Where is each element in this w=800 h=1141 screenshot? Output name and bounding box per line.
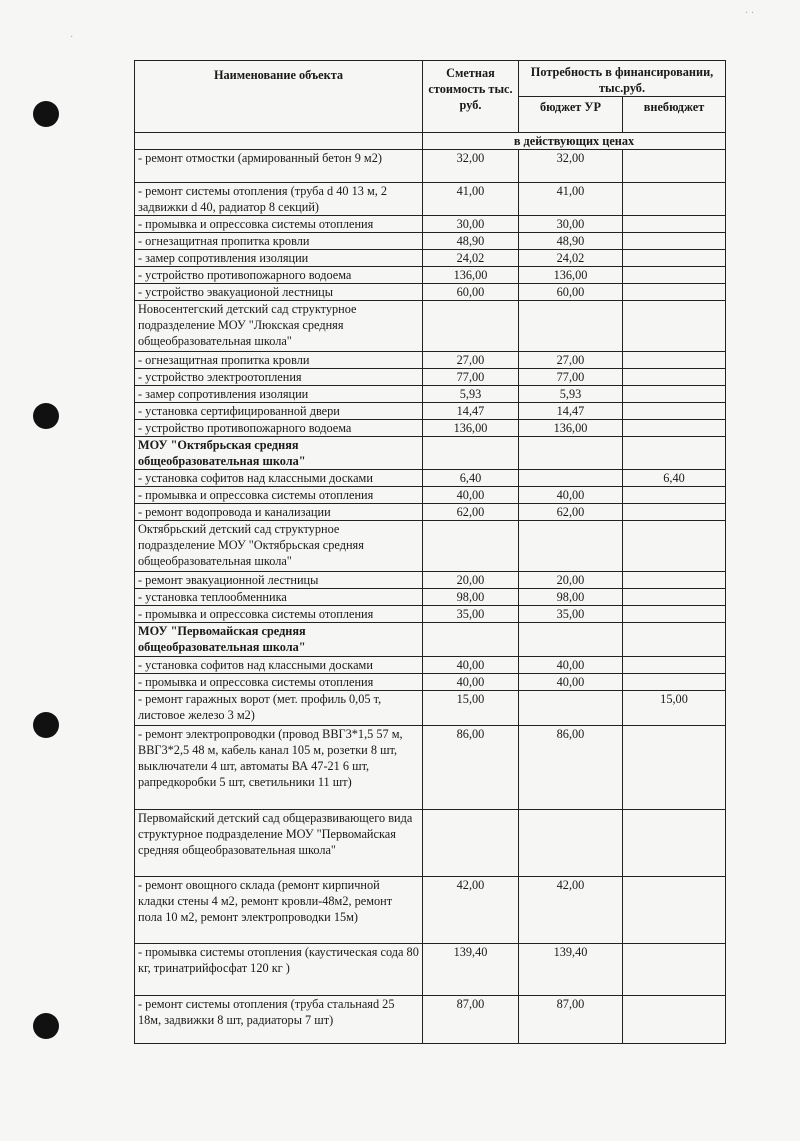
row-cost-cell: 87,00 <box>423 996 519 1044</box>
row-budget-cell: 62,00 <box>519 504 623 521</box>
row-cost-cell: 14,47 <box>423 403 519 420</box>
header-funding-need: Потребность в финансировании, тыс.руб. <box>519 61 726 97</box>
row-name-cell: - установка сертифицированной двери <box>135 403 423 420</box>
header-object-name: Наименование объекта <box>135 61 423 133</box>
row-name-cell: - устройство электроотопления <box>135 369 423 386</box>
row-cost-cell: 41,00 <box>423 183 519 216</box>
row-name-cell: - огнезащитная пропитка кровли <box>135 352 423 369</box>
row-name-cell: - промывка системы отопления (каустическая сода 80 кг, тринатрийфосфат 120 кг ) <box>135 944 423 996</box>
row-offbudget-cell <box>623 301 726 352</box>
row-budget-cell: 98,00 <box>519 589 623 606</box>
row-cost-cell: 5,93 <box>423 386 519 403</box>
row-offbudget-cell: 6,40 <box>623 470 726 487</box>
row-cost-cell: 98,00 <box>423 589 519 606</box>
row-cost-cell <box>423 437 519 470</box>
row-budget-cell <box>519 623 623 657</box>
row-offbudget-cell <box>623 810 726 877</box>
row-offbudget-cell <box>623 233 726 250</box>
row-offbudget-cell <box>623 521 726 572</box>
row-offbudget-cell <box>623 150 726 183</box>
row-budget-cell: 40,00 <box>519 674 623 691</box>
row-name-cell: - замер сопротивления изоляции <box>135 386 423 403</box>
row-name-cell: - установка софитов над классными досками <box>135 470 423 487</box>
row-budget-cell: 41,00 <box>519 183 623 216</box>
table-row <box>135 267 726 284</box>
row-budget-cell: 5,93 <box>519 386 623 403</box>
row-budget-cell <box>519 437 623 470</box>
punch-hole <box>33 712 59 738</box>
table-row <box>135 284 726 301</box>
table-row <box>135 301 726 352</box>
punch-hole <box>33 1013 59 1039</box>
row-offbudget-cell <box>623 216 726 233</box>
row-budget-cell: 35,00 <box>519 606 623 623</box>
table-row <box>135 657 726 674</box>
row-budget-cell: 24,02 <box>519 250 623 267</box>
row-cost-cell: 136,00 <box>423 267 519 284</box>
budget-table <box>134 60 726 1044</box>
row-budget-cell: 136,00 <box>519 267 623 284</box>
row-offbudget-cell <box>623 657 726 674</box>
row-offbudget-cell <box>623 504 726 521</box>
row-name-cell: - промывка и опрессовка системы отопления <box>135 487 423 504</box>
table-row <box>135 877 726 944</box>
table-body <box>135 150 726 1044</box>
table-row <box>135 183 726 216</box>
row-name-cell: - ремонт системы отопления (труба стальнаяd 25 18м, задвижки 8 шт, радиаторы 7 шт) <box>135 996 423 1044</box>
row-cost-cell: 42,00 <box>423 877 519 944</box>
row-budget-cell <box>519 810 623 877</box>
table-row <box>135 470 726 487</box>
scan-mark: · <box>70 32 74 43</box>
row-cost-cell <box>423 521 519 572</box>
row-offbudget-cell <box>623 420 726 437</box>
table-row <box>135 810 726 877</box>
row-offbudget-cell <box>623 674 726 691</box>
row-offbudget-cell <box>623 623 726 657</box>
row-cost-cell: 40,00 <box>423 657 519 674</box>
row-name-cell: - ремонт гаражных ворот (мет. профиль 0,05 т, листовое железо 3 м2) <box>135 691 423 726</box>
table-row <box>135 386 726 403</box>
row-cost-cell: 139,40 <box>423 944 519 996</box>
row-name-cell: - устройство противопожарного водоема <box>135 420 423 437</box>
row-cost-cell: 77,00 <box>423 369 519 386</box>
row-name-cell: МОУ "Октябрьская средняя общеобразовательная школа" <box>135 437 423 470</box>
row-offbudget-cell <box>623 572 726 589</box>
row-offbudget-cell <box>623 352 726 369</box>
row-budget-cell: 32,00 <box>519 150 623 183</box>
table-row <box>135 521 726 572</box>
row-cost-cell: 6,40 <box>423 470 519 487</box>
table-row <box>135 589 726 606</box>
row-name-cell: Октябрьский детский сад структурное подразделение МОУ "Октябрьская средняя общеобразовательная школа" <box>135 521 423 572</box>
row-offbudget-cell <box>623 996 726 1044</box>
row-offbudget-cell <box>623 726 726 810</box>
row-cost-cell <box>423 623 519 657</box>
row-budget-cell: 48,90 <box>519 233 623 250</box>
row-budget-cell: 77,00 <box>519 369 623 386</box>
table-row <box>135 691 726 726</box>
row-offbudget-cell <box>623 183 726 216</box>
table-row <box>135 233 726 250</box>
table-row <box>135 403 726 420</box>
row-cost-cell: 40,00 <box>423 487 519 504</box>
row-name-cell: - промывка и опрессовка системы отопления <box>135 674 423 691</box>
row-name-cell: - установка теплообменника <box>135 589 423 606</box>
header-budget-ur: бюджет УР <box>519 97 623 133</box>
table-row <box>135 352 726 369</box>
header-blank <box>135 133 423 150</box>
row-name-cell: - ремонт овощного склада (ремонт кирпичной кладки стены 4 м2, ремонт кровли-48м2, ремонт пола 10 м2, ремонт электропроводки 15м) <box>135 877 423 944</box>
punch-hole <box>33 101 59 127</box>
row-offbudget-cell: 15,00 <box>623 691 726 726</box>
row-name-cell: Первомайский детский сад общеразвивающего вида структурное подразделение МОУ "Первомайская средняя общеобразовательная школа" <box>135 810 423 877</box>
table-row <box>135 606 726 623</box>
row-cost-cell: 40,00 <box>423 674 519 691</box>
row-offbudget-cell <box>623 589 726 606</box>
row-cost-cell: 15,00 <box>423 691 519 726</box>
row-name-cell: - ремонт системы отопления (труба d 40 13 м, 2 задвижки d 40, радиатор 8 секций) <box>135 183 423 216</box>
table-header <box>135 61 726 150</box>
row-budget-cell <box>519 470 623 487</box>
row-name-cell: - установка софитов над классными досками <box>135 657 423 674</box>
row-name-cell: - устройство противопожарного водоема <box>135 267 423 284</box>
row-name-cell: - ремонт электропроводки (провод ВВГ3*1,5 57 м, ВВГ3*2,5 48 м, кабель канал 105 м, розетки 8 шт, выключатели 4 шт, автоматы ВА 47-21 6 шт, рапредкоробки 5 шт, светильники 11 шт) <box>135 726 423 810</box>
row-budget-cell: 20,00 <box>519 572 623 589</box>
row-cost-cell: 27,00 <box>423 352 519 369</box>
row-cost-cell: 20,00 <box>423 572 519 589</box>
row-budget-cell: 14,47 <box>519 403 623 420</box>
row-name-cell: - промывка и опрессовка системы отопления <box>135 606 423 623</box>
row-offbudget-cell <box>623 369 726 386</box>
table-row <box>135 216 726 233</box>
row-budget-cell: 42,00 <box>519 877 623 944</box>
row-budget-cell: 27,00 <box>519 352 623 369</box>
row-offbudget-cell <box>623 487 726 504</box>
row-name-cell: - огнезащитная пропитка кровли <box>135 233 423 250</box>
scan-mark: · · <box>745 8 755 19</box>
table-row <box>135 623 726 657</box>
row-offbudget-cell <box>623 250 726 267</box>
row-budget-cell: 40,00 <box>519 487 623 504</box>
row-budget-cell <box>519 691 623 726</box>
row-name-cell: - ремонт отмостки (армированный бетон 9 м2) <box>135 150 423 183</box>
table-row <box>135 420 726 437</box>
row-cost-cell: 35,00 <box>423 606 519 623</box>
row-name-cell: Новосентегский детский сад структурное подразделение МОУ "Люкская средняя общеобразовательная школа" <box>135 301 423 352</box>
row-budget-cell: 136,00 <box>519 420 623 437</box>
table-row <box>135 504 726 521</box>
table-row <box>135 572 726 589</box>
row-offbudget-cell <box>623 877 726 944</box>
header-estimated-cost: Сметная стоимость тыс. руб. <box>423 61 519 133</box>
row-name-cell: - ремонт эвакуационной лестницы <box>135 572 423 589</box>
table-row <box>135 437 726 470</box>
punch-hole <box>33 403 59 429</box>
table-row <box>135 944 726 996</box>
row-name-cell: - замер сопротивления изоляции <box>135 250 423 267</box>
row-name-cell: - промывка и опрессовка системы отопления <box>135 216 423 233</box>
row-budget-cell: 40,00 <box>519 657 623 674</box>
row-offbudget-cell <box>623 386 726 403</box>
header-prices-note: в действующих ценах <box>423 133 726 150</box>
row-name-cell: - устройство эвакуационой лестницы <box>135 284 423 301</box>
row-budget-cell: 30,00 <box>519 216 623 233</box>
row-budget-cell: 60,00 <box>519 284 623 301</box>
row-cost-cell <box>423 810 519 877</box>
row-offbudget-cell <box>623 437 726 470</box>
row-budget-cell: 139,40 <box>519 944 623 996</box>
row-cost-cell <box>423 301 519 352</box>
row-offbudget-cell <box>623 403 726 420</box>
table-row <box>135 726 726 810</box>
table-row <box>135 150 726 183</box>
table-row <box>135 250 726 267</box>
row-cost-cell: 30,00 <box>423 216 519 233</box>
row-cost-cell: 24,02 <box>423 250 519 267</box>
header-off-budget: внебюджет <box>623 97 726 133</box>
row-budget-cell <box>519 521 623 572</box>
row-budget-cell: 86,00 <box>519 726 623 810</box>
row-cost-cell: 62,00 <box>423 504 519 521</box>
table-row <box>135 487 726 504</box>
row-cost-cell: 60,00 <box>423 284 519 301</box>
row-cost-cell: 136,00 <box>423 420 519 437</box>
row-offbudget-cell <box>623 267 726 284</box>
row-offbudget-cell <box>623 284 726 301</box>
row-name-cell: - ремонт водопровода и канализации <box>135 504 423 521</box>
row-cost-cell: 32,00 <box>423 150 519 183</box>
row-name-cell: МОУ "Первомайская средняя общеобразовательная школа" <box>135 623 423 657</box>
row-cost-cell: 86,00 <box>423 726 519 810</box>
table-row <box>135 674 726 691</box>
row-budget-cell: 87,00 <box>519 996 623 1044</box>
row-cost-cell: 48,90 <box>423 233 519 250</box>
row-offbudget-cell <box>623 606 726 623</box>
row-budget-cell <box>519 301 623 352</box>
table-row <box>135 369 726 386</box>
row-offbudget-cell <box>623 944 726 996</box>
table-row <box>135 996 726 1044</box>
